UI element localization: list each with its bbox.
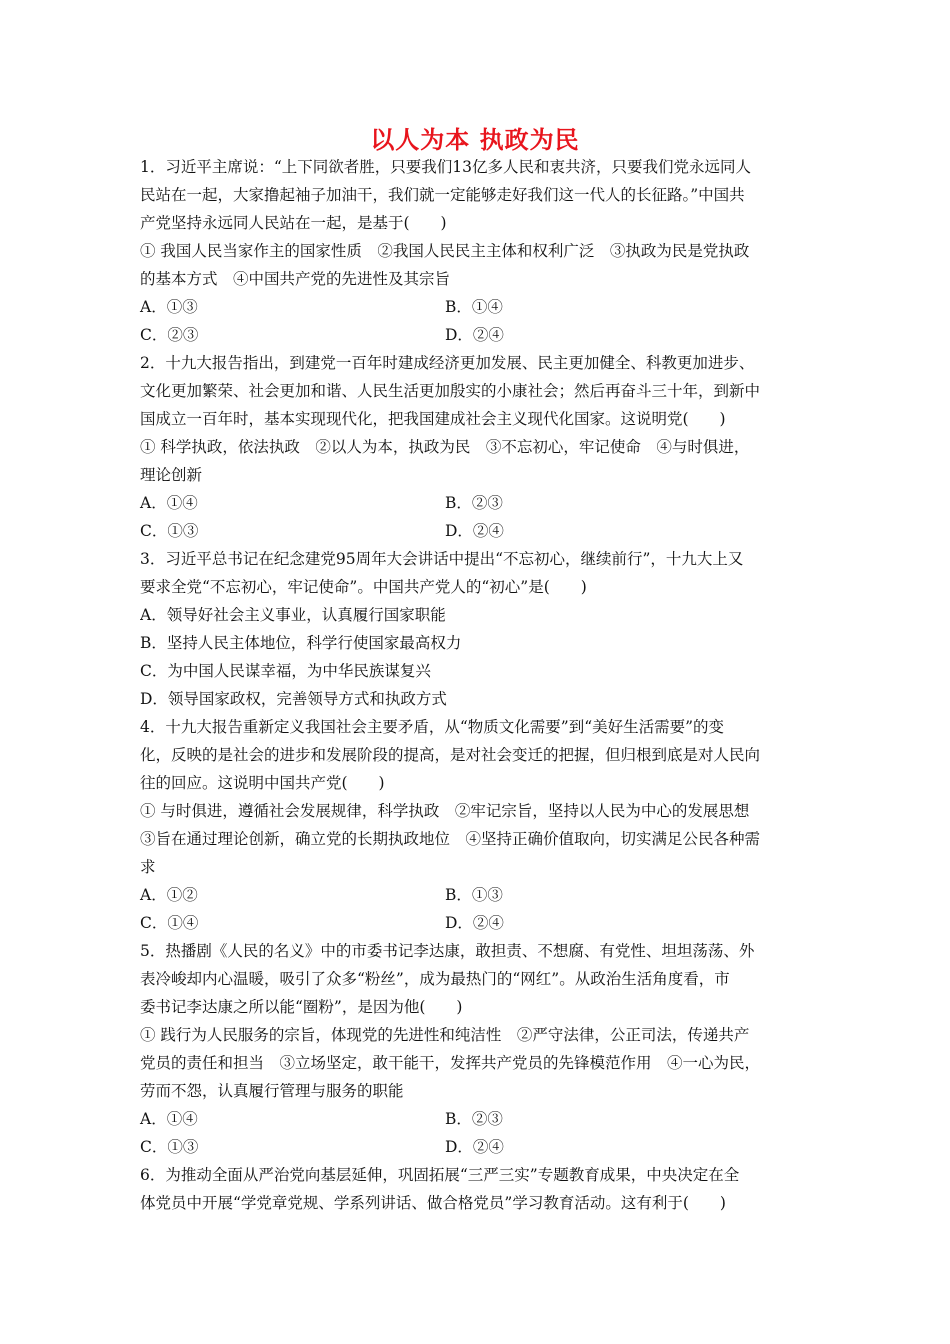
option-row bbox=[140, 489, 812, 517]
text-line: 党员的责任和担当 ③立场坚定，敢干能干，发挥共产党员的先锋模范作用 ④一心为民， bbox=[140, 1054, 761, 1072]
text-line: 文化更加繁荣、社会更加和谐、人民生活更加殷实的小康社会；然后再奋斗三十年，到新中 bbox=[140, 382, 761, 400]
text-line: 2．十九大报告指出，到建党一百年时建成经济更加发展、民主更加健全、科教更加进步、 bbox=[140, 354, 755, 372]
text-line: ③旨在通过理论创新，确立党的长期执政地位 ④坚持正确价值取向，切实满足公民各种需 bbox=[140, 830, 761, 848]
text-line: D．领导国家政权，完善领导方式和执政方式 bbox=[140, 690, 447, 708]
text-line: 劳而不怨，认真履行管理与服务的职能 bbox=[140, 1082, 404, 1100]
text-line: 化，反映的是社会的进步和发展阶段的提高，是对社会变迁的把握，但归根到底是对人民向 bbox=[140, 746, 761, 764]
answer-option: A．①④ bbox=[140, 494, 198, 512]
text-line: B．坚持人民主体地位，科学行使国家最高权力 bbox=[140, 634, 462, 652]
text-line: 3．习近平总书记在纪念建党95周年大会讲话中提出“不忘初心，继续前行”，十九大上又 bbox=[140, 550, 744, 568]
answer-option: D．②④ bbox=[445, 914, 504, 932]
answer-option: A．①④ bbox=[140, 1110, 198, 1128]
answer-option: D．②④ bbox=[445, 522, 504, 540]
option-row bbox=[140, 881, 812, 909]
text-line: 要求全党“不忘初心，牢记使命”。中国共产党人的“初心”是( ) bbox=[140, 578, 587, 596]
option-row bbox=[140, 909, 812, 937]
option-row bbox=[140, 1133, 812, 1161]
answer-option: D．②④ bbox=[445, 1138, 504, 1156]
question-content bbox=[140, 153, 812, 1217]
answer-option: A．①③ bbox=[140, 298, 198, 316]
text-line: 往的回应。这说明中国共产党( ) bbox=[140, 774, 385, 792]
text-line: 委书记李达康之所以能“圈粉”，是因为他( ) bbox=[140, 998, 463, 1016]
text-line: 理论创新 bbox=[140, 466, 203, 484]
document-title: 以人为本 执政为民 bbox=[370, 126, 580, 154]
answer-option: B．②③ bbox=[445, 494, 503, 512]
option-row bbox=[140, 517, 812, 545]
option-row bbox=[140, 293, 812, 321]
answer-option: C．②③ bbox=[140, 326, 199, 344]
answer-option: C．①③ bbox=[140, 1138, 199, 1156]
answer-option: A．①② bbox=[140, 886, 198, 904]
text-line: C．为中国人民谋幸福，为中华民族谋复兴 bbox=[140, 662, 431, 680]
text-line: ① 科学执政，依法执政 ②以人为本，执政为民 ③不忘初心，牢记使命 ④与时俱进， bbox=[140, 438, 750, 456]
text-line: 的基本方式 ④中国共产党的先进性及其宗旨 bbox=[140, 270, 451, 288]
option-row bbox=[140, 1105, 812, 1133]
text-line: A．领导好社会主义事业，认真履行国家职能 bbox=[140, 606, 446, 624]
text-line: ① 践行为人民服务的宗旨，体现党的先进性和纯洁性 ②严守法律，公正司法，传递共产 bbox=[140, 1026, 750, 1044]
answer-option: B．①④ bbox=[445, 298, 503, 316]
answer-option: B．①③ bbox=[445, 886, 503, 904]
text-line: ① 与时俱进，遵循社会发展规律，科学执政 ②牢记宗旨，坚持以人民为中心的发展思想 bbox=[140, 802, 750, 820]
text-line: ① 我国人民当家作主的国家性质 ②我国人民民主主体和权利广泛 ③执政为民是党执政 bbox=[140, 242, 750, 260]
text-line: 产党坚持永远同人民站在一起，是基于( ) bbox=[140, 214, 447, 232]
text-line: 国成立一百年时，基本实现现代化，把我国建成社会主义现代化国家。这说明党( ) bbox=[140, 410, 726, 428]
answer-option: C．①④ bbox=[140, 914, 199, 932]
text-line: 民站在一起，大家撸起袖子加油干，我们就一定能够走好我们这一代人的长征路。”中国共 bbox=[140, 186, 745, 204]
text-line: 表冷峻却内心温暖，吸引了众多“粉丝”，成为最热门的“网红”。从政治生活角度看，市 bbox=[140, 970, 730, 988]
text-line: 求 bbox=[140, 858, 156, 876]
text-line: 5．热播剧《人民的名义》中的市委书记李达康，敢担责、不想腐、有党性、坦坦荡荡、外 bbox=[140, 942, 755, 960]
text-line: 4．十九大报告重新定义我国社会主要矛盾，从“物质文化需要”到“美好生活需要”的变 bbox=[140, 718, 725, 736]
text-line: 体党员中开展“学党章党规、学系列讲话、做合格党员”学习教育活动。这有利于( ) bbox=[140, 1194, 726, 1212]
answer-option: B．②③ bbox=[445, 1110, 503, 1128]
text-line: 6．为推动全面从严治党向基层延伸，巩固拓展“三严三实”专题教育成果，中央决定在全 bbox=[140, 1166, 740, 1184]
answer-option: D．②④ bbox=[445, 326, 504, 344]
answer-option: C．①③ bbox=[140, 522, 199, 540]
option-row bbox=[140, 321, 812, 349]
text-line: 1．习近平主席说：“上下同欲者胜，只要我们13亿多人民和衷共济，只要我们党永远同人 bbox=[140, 158, 752, 176]
